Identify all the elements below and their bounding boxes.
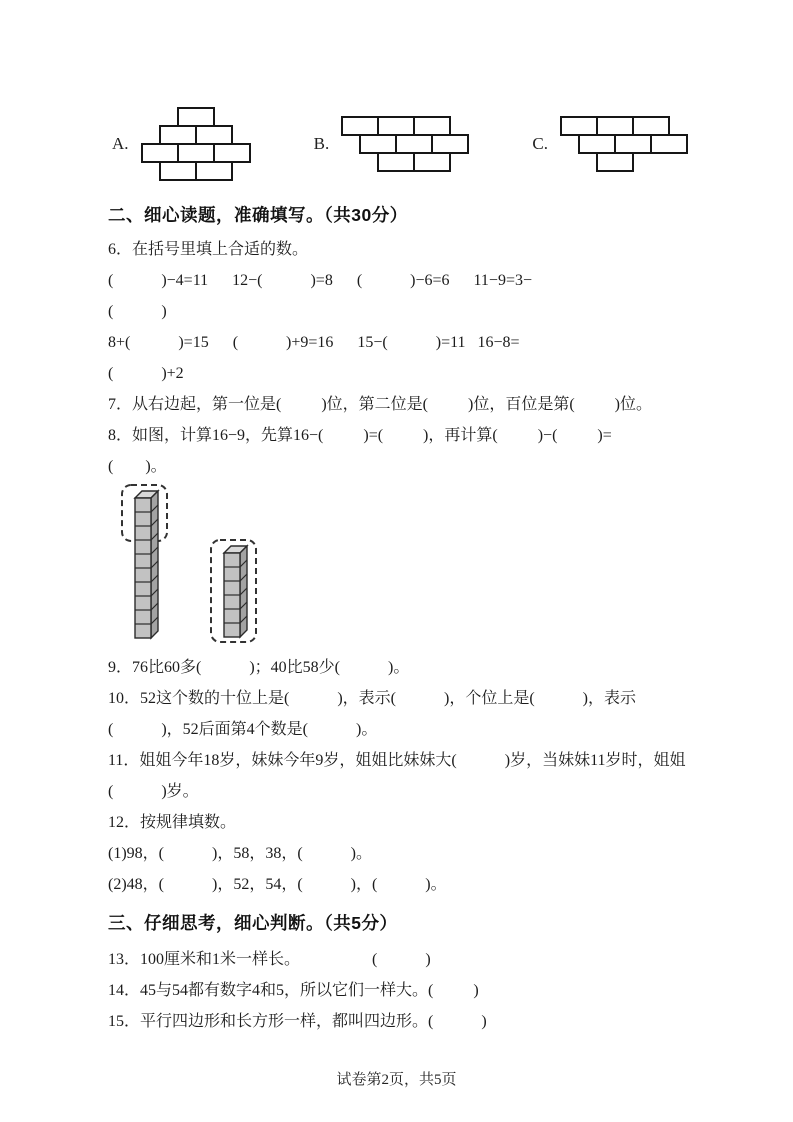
- brick: [377, 116, 415, 136]
- brick-pattern: [560, 116, 688, 172]
- q13-text: 13．100厘米和1米一样长。 ( ): [108, 951, 431, 968]
- option-label: C.: [532, 134, 548, 153]
- page-number-label: 试卷第2页，共5页: [336, 1072, 457, 1088]
- q6-equations-line4: ( )+2: [108, 365, 184, 382]
- brick-option: [314, 116, 470, 172]
- brick: [632, 116, 670, 136]
- brick-pattern: [141, 107, 251, 181]
- brick-option: [532, 116, 688, 172]
- brick: [377, 152, 415, 172]
- brick: [159, 161, 197, 181]
- q9-text: 9．76比60多( )；40比58少( )。: [108, 659, 410, 676]
- brick: [195, 161, 233, 181]
- brick-row: [596, 152, 688, 172]
- brick: [159, 125, 197, 145]
- brick: [195, 125, 233, 145]
- brick-row: [159, 125, 251, 145]
- section3-heading: 三、仔细思考，细心判断。（共5分）: [108, 913, 398, 933]
- brick-row: [359, 134, 469, 154]
- q10-text-line2: ( )，52后面第4个数是( )。: [108, 721, 378, 738]
- q11-text-line2: ( )岁。: [108, 783, 199, 800]
- brick: [213, 143, 251, 163]
- q6-equations-line3: 8+( )=15 ( )+9=16 15−( )=11 16−8=: [108, 334, 520, 351]
- q7-text: 7．从右边起，第一位是( )位，第二位是( )位，百位是第( )位。: [108, 396, 652, 413]
- section2-heading: 二、细心读题，准确填写。（共30分）: [108, 205, 408, 225]
- q11-text-line1: 11．姐姐今年18岁，妹妹今年9岁，姐姐比妹妹大( )岁，当妹妹11岁时，姐姐: [108, 752, 686, 769]
- option-label: B.: [313, 134, 330, 153]
- brick-pattern: [341, 116, 469, 172]
- brick: [177, 143, 215, 163]
- q6-equations-line2: ( ): [108, 303, 167, 320]
- page-footer: [0, 1068, 793, 1089]
- cube-stacks-svg: [108, 482, 408, 652]
- brick: [560, 116, 598, 136]
- q15-text: 15．平行四边形和长方形一样，都叫四边形。( ): [108, 1013, 487, 1030]
- brick-row: [578, 134, 688, 154]
- q6-equations-line1: ( )−4=11 12−( )=8 ( )−6=6 11−9=3−: [108, 272, 532, 289]
- brick: [413, 116, 451, 136]
- q6-intro: 6．在括号里填上合适的数。: [108, 241, 309, 258]
- q14-text: 14．45与54都有数字4和5，所以它们一样大。( ): [108, 982, 479, 999]
- brick: [614, 134, 652, 154]
- q8-text-line2: ( )。: [108, 458, 167, 475]
- brick-row: [341, 116, 469, 136]
- brick-row: [377, 152, 469, 172]
- option-label: A.: [112, 134, 129, 153]
- q12-intro: 12．按规律填数。: [108, 814, 237, 831]
- brick: [395, 134, 433, 154]
- brick: [596, 152, 634, 172]
- brick: [578, 134, 616, 154]
- brick: [341, 116, 379, 136]
- brick-row: [159, 161, 251, 181]
- q12-item1: (1)98，( )，58，38，( )。: [108, 845, 372, 862]
- brick-option: [112, 107, 251, 181]
- brick-options-row: [112, 98, 688, 190]
- brick-row: [560, 116, 688, 136]
- cube-stacks-figure: [108, 482, 733, 652]
- brick: [359, 134, 397, 154]
- content-column: [108, 200, 733, 1037]
- brick: [413, 152, 451, 172]
- brick: [650, 134, 688, 154]
- q8-text-line1: 8．如图，计算16−9，先算16−( )=( )，再计算( )−( )=: [108, 427, 612, 444]
- q10-text-line1: 10．52这个数的十位上是( )，表示( )，个位上是( )，表示: [108, 690, 636, 707]
- brick-row: [177, 107, 251, 127]
- brick: [141, 143, 179, 163]
- q12-item2: (2)48，( )，52，54，( )，( )。: [108, 876, 447, 893]
- brick-row: [141, 143, 251, 163]
- brick: [177, 107, 215, 127]
- brick: [596, 116, 634, 136]
- brick: [431, 134, 469, 154]
